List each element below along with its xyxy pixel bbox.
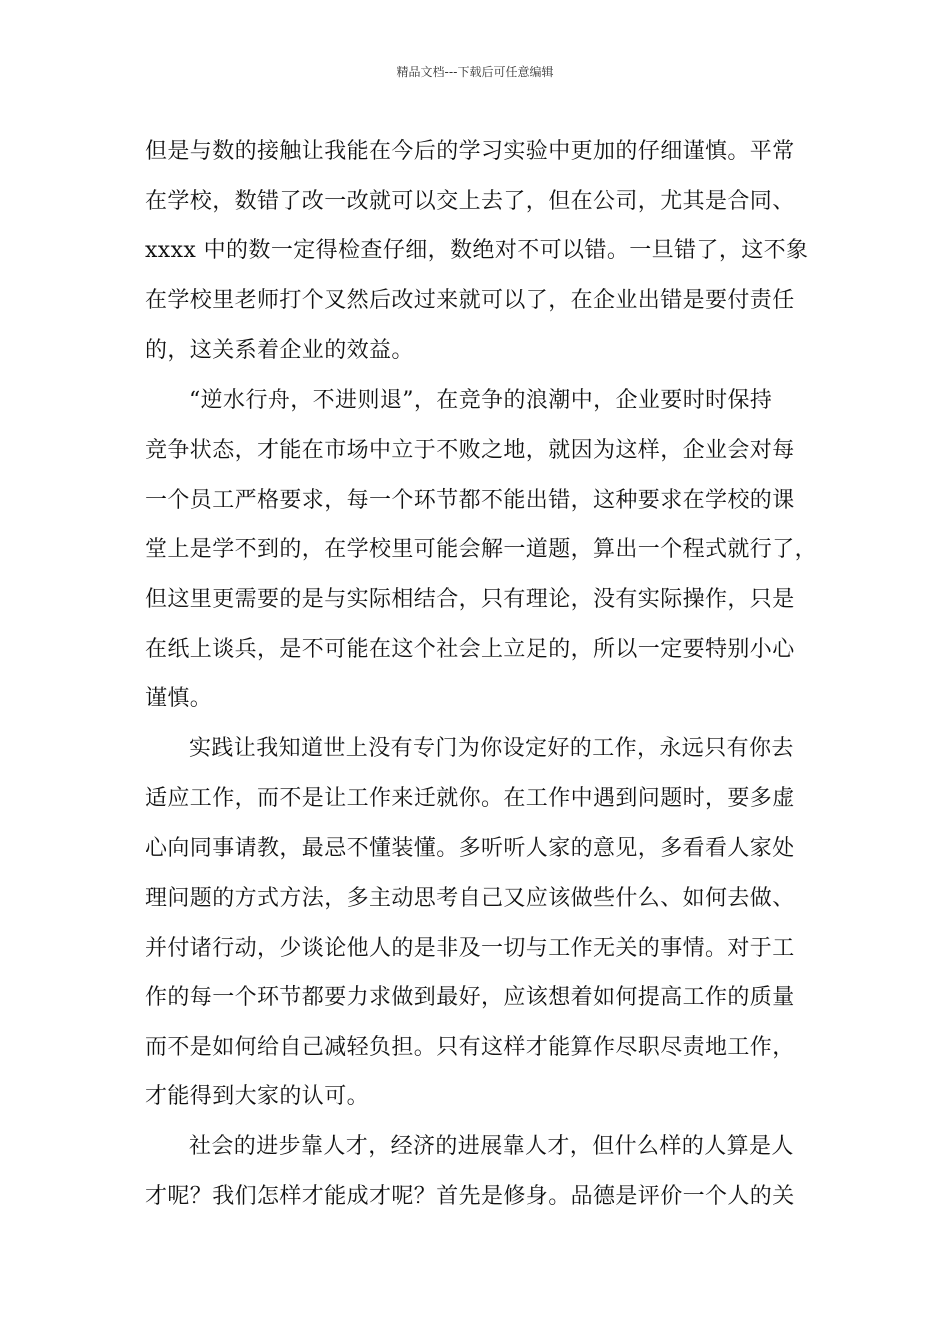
body-line: 在学校里老师打个叉然后改过来就可以了，在企业出错是要付责任 xyxy=(145,288,795,313)
body-line: 实践让我知道世上没有专门为你设定好的工作，永远只有你去 xyxy=(189,736,794,761)
body-line: 在纸上谈兵，是不可能在这个社会上立足的，所以一定要特别小心 xyxy=(145,637,795,662)
body-line: 社会的进步靠人才，经济的进展靠人才，但什么样的人算是人 xyxy=(189,1134,794,1159)
body-line: 而不是如何给自己减轻负担。只有这样才能算作尽职尽责地工作， xyxy=(145,1035,795,1060)
body-line: 一个员工严格要求，每一个环节都不能出错，这种要求在学校的课 xyxy=(145,488,795,513)
page-header: 精品文档---下载后可任意编辑 xyxy=(396,65,554,79)
body-line: 但这里更需要的是与实际相结合，只有理论，没有实际操作，只是 xyxy=(145,587,795,612)
body-line: 堂上是学不到的，在学校里可能会解一道题，算出一个程式就行了， xyxy=(145,537,818,562)
body-line: 理问题的方式方法，多主动思考自己又应该做些什么、如何去做、 xyxy=(145,886,795,911)
body-line: 在学校，数错了改一改就可以交上去了，但在公司，尤其是合同、 xyxy=(145,189,795,214)
body-line: 作的每一个环节都要力求做到最好，应该想着如何提高工作的质量 xyxy=(145,985,795,1010)
body-line: 才呢？我们怎样才能成才呢？首先是修身。品德是评价一个人的关 xyxy=(145,1184,795,1209)
body-line: 但是与数的接触让我能在今后的学习实验中更加的仔细谨慎。平常 xyxy=(145,139,795,164)
body-line: 适应工作，而不是让工作来迁就你。在工作中遇到问题时，要多虚 xyxy=(145,786,795,811)
body-line: 并付诸行动，少谈论他人的是非及一切与工作无关的事情。对于工 xyxy=(145,936,795,961)
body-line: 心向同事请教，最忌不懂装懂。多听听人家的意见，多看看人家处 xyxy=(145,836,795,861)
body-line: 竞争状态，才能在市场中立于不败之地，就因为这样，企业会对每 xyxy=(145,438,795,463)
body-line: xxxx 中的数一定得检查仔细，数绝对不可以错。一旦错了，这不象 xyxy=(145,238,809,263)
body-line: 才能得到大家的认可。 xyxy=(145,1084,370,1109)
body-line: 谨慎。 xyxy=(145,686,213,711)
body-line: 的，这关系着企业的效益。 xyxy=(145,338,414,363)
body-line: “逆水行舟，不进则退”，在竞争的浪潮中，企业要时时保持 xyxy=(189,388,773,413)
